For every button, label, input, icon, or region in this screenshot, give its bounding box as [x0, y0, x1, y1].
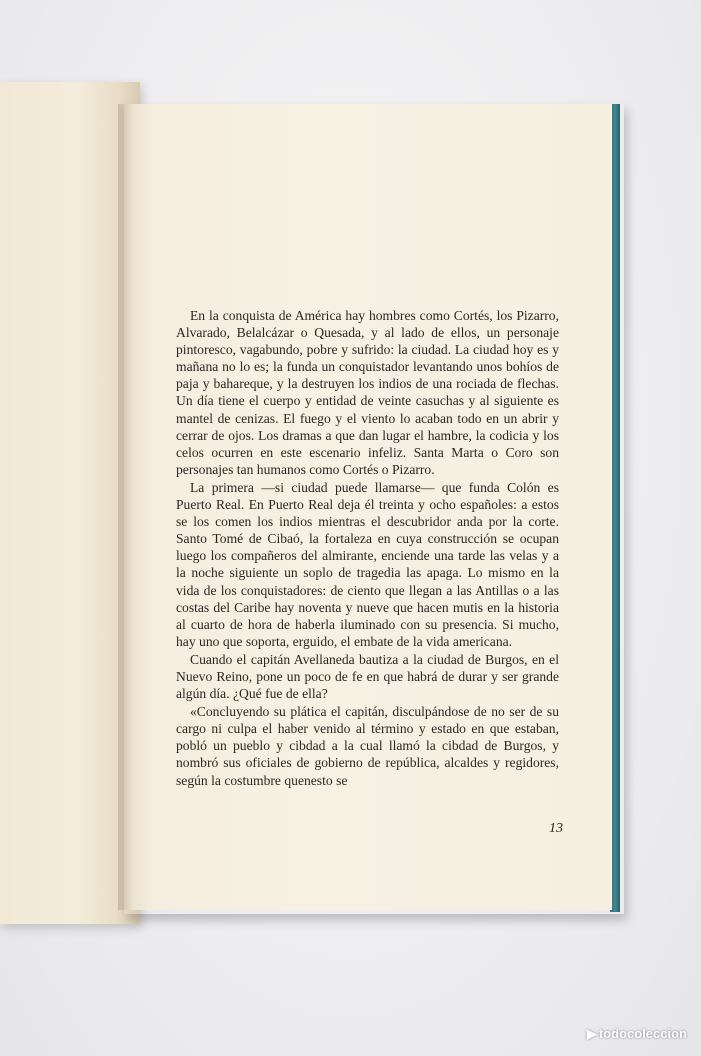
- paragraph-4: «Concluyendo su plática el capitán, disculpándose de no ser de su cargo ni culpa el haber venido al término y estado en que estaban, pobló un pueblo y cibdad a la cual llamó la cibdad de Burgos, y nombró sus oficiales de gobierno de república, alcaldes y regidores, según la costumbre quenesto se: [176, 704, 559, 788]
- paragraph-1: En la conquista de América hay hombres como Cortés, los Pizarro, Alvarado, Belalcázar o Quesada, y al lado de ellos, un personaje pintoresco, vagabundo, pobre y sufrido: la ciudad. La ciudad hoy es y mañana no lo es; la funda un conquistador levantando unos bohíos de paja y bahareque, y la destruyen los indios de una rociada de flechas. Un día tiene el cuerpo y entidad de veinte casuchas y al siguiente es mantel de cenizas. El fuego y el viento lo acaban todo en un abrir y cerrar de ojos. Los dramas a que dan lugar el hambre, la codicia y los celos ocurren en este escenario infeliz. Santa Marta o Coro son personajes tan humanos como Cortés o Pizarro.: [176, 308, 559, 477]
- paragraph-2: La primera —si ciudad puede llamarse— que funda Colón es Puerto Real. En Puerto Real deja él treinta y ocho españoles: a estos se los comen los indios mientras el descubridor anda por la corte. Santo Tomé de Cibaó, la fortaleza en cuya construcción se ocupan luego los compañeros del almirante, enciende una tarde las velas y a la noche siguiente un soplo de tragedia las apaga. Lo mismo en la vida de los conquistadores: de ciento que llegan a las Antillas o a las costas del Caribe hay noventa y nueve que hacen mutis en la historia al cuarto de hora de haberla iluminado con su presencia. Si mucho, hay uno que soporta, erguido, el embate de la vida americana.: [176, 479, 559, 649]
- page-number: 13: [549, 821, 563, 836]
- book-gutter: [118, 104, 134, 910]
- paragraph-3: Cuando el capitán Avellaneda bautiza a la ciudad de Burgos, en el Nuevo Reino, pone un poco de fe en que habrá de durar y ser grande algún día. ¿Qué fue de ella?: [176, 651, 559, 702]
- watermark: [587, 1026, 687, 1042]
- watermark-text: todocoleccion: [598, 1026, 687, 1041]
- tag-icon: ▶: [586, 1026, 597, 1041]
- page-text: [176, 307, 559, 790]
